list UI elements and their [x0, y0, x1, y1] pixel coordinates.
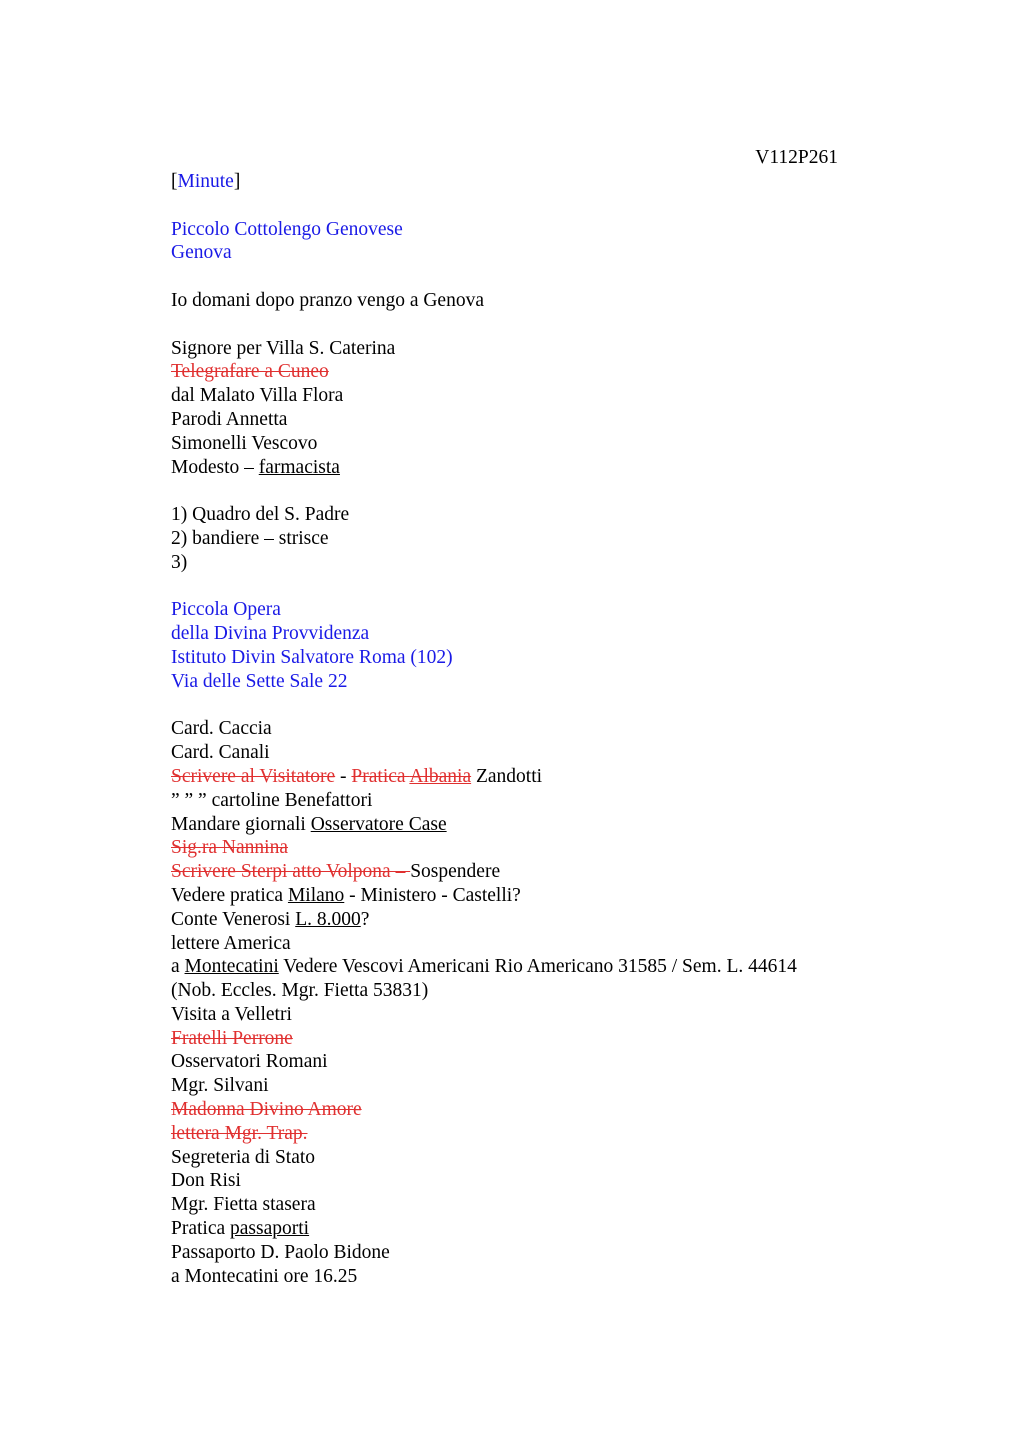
document-reference: V112P261 [755, 147, 838, 168]
list-item: Passaporto D. Paolo Bidone [171, 1241, 390, 1263]
address2-line: della Divina Provvidenza [171, 623, 370, 645]
list-item-struck: Fratelli Perrone [171, 1027, 293, 1049]
list-item: Don Risi [171, 1170, 241, 1192]
list-item-struck: lettera Mgr. Trap. [171, 1122, 308, 1144]
text: Vedere Vescovi Americani Rio Americano 31585 / Sem. L. 44614 [278, 956, 797, 978]
note-line: Io domani dopo pranzo vengo a Genova [171, 289, 484, 311]
list-item [171, 955, 931, 979]
struck-text: Pratica [351, 765, 410, 787]
underlined-text: Milano [287, 884, 345, 906]
list-item: Mgr. Fietta stasera [171, 1194, 316, 1216]
struck-text: Scrivere al Visitatore [171, 765, 336, 787]
text: Conte Venerosi [171, 908, 296, 930]
list-item [171, 1217, 931, 1241]
list-item [171, 765, 931, 789]
underlined-text: farmacista [258, 456, 340, 478]
list-item-struck: Telegrafare a Cuneo [171, 361, 329, 383]
list-item: lettere America [171, 932, 291, 954]
list-item: Visita a Velletri [171, 1003, 292, 1025]
text: - Ministero - Castelli? [344, 884, 521, 906]
list-item-struck: Sig.ra Nannina [171, 837, 288, 859]
minute-label: Minute [177, 171, 234, 192]
address1-line: Genova [171, 242, 232, 264]
address2-line: Via delle Sette Sale 22 [171, 670, 348, 692]
list-item [171, 456, 931, 480]
list-item: Card. Caccia [171, 718, 272, 740]
underlined-text: Osservatore Case [310, 813, 447, 835]
underlined-text: passaporti [230, 1218, 310, 1240]
numbered-item: 1) Quadro del S. Padre [171, 504, 350, 526]
list-item: (Nob. Eccles. Mgr. Fietta 53831) [171, 980, 429, 1002]
list-item: Mgr. Silvani [171, 1075, 269, 1097]
bracket-close: ] [233, 171, 241, 192]
list-item: dal Malato Villa Flora [171, 385, 344, 407]
list-item [171, 813, 931, 837]
address2-line: Piccola Opera [171, 599, 281, 621]
text: Vedere pratica [171, 884, 288, 906]
text: Modesto – [171, 456, 259, 478]
list-item-struck: Madonna Divino Amore [171, 1099, 362, 1121]
list-item: Osservatori Romani [171, 1051, 328, 1073]
numbered-item: 2) bandiere – strisce [171, 527, 329, 549]
list-item: ” ” ” cartoline Benefattori [171, 789, 373, 811]
document-body [171, 170, 931, 1288]
text: Sospendere [410, 861, 501, 883]
numbered-item: 3) [171, 551, 188, 573]
text: Zandotti [471, 765, 543, 787]
bracket-open: [ [171, 171, 178, 192]
struck-underlined-text: Albania [409, 765, 472, 787]
address2-line: Istituto Divin Salvatore Roma (102) [171, 646, 453, 668]
list-item: Card. Canali [171, 742, 270, 764]
list-item: Parodi Annetta [171, 408, 288, 430]
underlined-text: Montecatini [184, 956, 279, 978]
struck-text: Scrivere Sterpi atto Volpona – [171, 861, 411, 883]
list-item [171, 860, 931, 884]
list-item: a Montecatini ore 16.25 [171, 1265, 358, 1287]
list-item: Signore per Villa S. Caterina [171, 337, 396, 359]
text: - [335, 765, 352, 787]
list-item [171, 884, 931, 908]
list-item: Simonelli Vescovo [171, 432, 318, 454]
text: a [171, 956, 185, 978]
address1-line: Piccolo Cottolengo Genovese [171, 218, 403, 240]
underlined-text: L. 8.000 [295, 908, 361, 930]
text: ? [360, 908, 370, 930]
header-line [171, 170, 931, 194]
text: Pratica [171, 1218, 231, 1240]
list-item: Segreteria di Stato [171, 1146, 316, 1168]
text: Mandare giornali [171, 813, 311, 835]
list-item [171, 908, 931, 932]
